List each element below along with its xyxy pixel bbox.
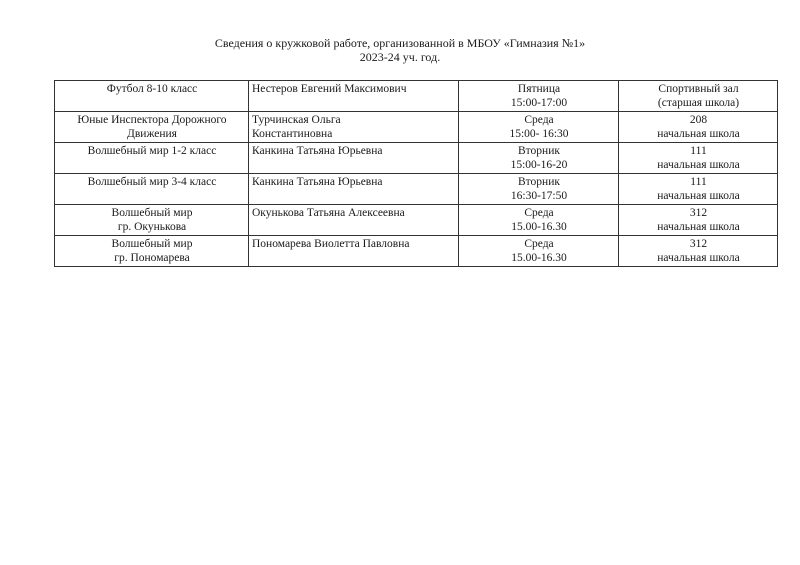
club-name-cell [55, 112, 249, 143]
club-schedule-table [54, 80, 778, 267]
room-number: 312 [689, 238, 708, 250]
weekday: Пятница [517, 83, 561, 95]
teacher-name: Окунькова Татьяна Алексеевна [252, 207, 405, 219]
table-row [55, 112, 778, 143]
club-name-cell [55, 81, 249, 112]
room-location: (старшая школа) [657, 97, 740, 109]
room-location: начальная школа [657, 190, 740, 202]
teacher-name: Канкина Татьяна Юрьевна [252, 145, 383, 157]
room-number: 208 [689, 114, 708, 126]
weekday: Вторник [518, 176, 560, 188]
document-header [0, 36, 800, 64]
teacher-cell [249, 112, 459, 143]
teacher-name: Пономарева Виолетта Павловна [252, 238, 410, 250]
table-row [55, 174, 778, 205]
schedule-cell [459, 81, 619, 112]
club-name: Футбол 8-10 класс [106, 83, 198, 95]
schedule-cell [459, 205, 619, 236]
table-row [55, 205, 778, 236]
room-name: Спортивный зал [658, 83, 739, 95]
time-range: 15:00-17:00 [510, 97, 568, 109]
weekday: Вторник [518, 145, 560, 157]
document-subtitle: 2023-24 уч. год. [359, 50, 441, 64]
room-cell [619, 81, 778, 112]
teacher-cell [249, 174, 459, 205]
time-range: 16:30-17:50 [510, 190, 568, 202]
schedule-cell [459, 143, 619, 174]
club-name: Волшебный мир [111, 238, 193, 250]
room-number: 312 [689, 207, 708, 219]
table-row [55, 143, 778, 174]
room-location: начальная школа [657, 159, 740, 171]
room-location: начальная школа [657, 128, 740, 140]
teacher-name: Канкина Татьяна Юрьевна [252, 176, 383, 188]
club-name-cell [55, 236, 249, 267]
weekday: Среда [524, 238, 554, 250]
club-name: Юные Инспектора Дорожного [77, 114, 227, 126]
room-location: начальная школа [657, 252, 740, 264]
schedule-cell [459, 236, 619, 267]
teacher-cell [249, 236, 459, 267]
table-row [55, 236, 778, 267]
club-name: Волшебный мир 3-4 класс [87, 176, 217, 188]
room-cell [619, 236, 778, 267]
club-name-continued: Движения [127, 128, 177, 140]
teacher-name: Нестеров Евгений Максимович [252, 83, 407, 95]
room-location: начальная школа [657, 221, 740, 233]
teacher-name: Турчинская Ольга [252, 114, 341, 126]
teacher-cell [249, 143, 459, 174]
schedule-cell [459, 112, 619, 143]
club-group: гр. Окунькова [117, 221, 187, 233]
time-range: 15:00-16-20 [510, 159, 568, 171]
club-name-cell [55, 143, 249, 174]
time-range: 15.00-16.30 [511, 221, 567, 233]
club-name-cell [55, 205, 249, 236]
room-number: 111 [690, 145, 707, 157]
teacher-cell [249, 81, 459, 112]
time-range: 15.00-16.30 [511, 252, 567, 264]
club-group: гр. Пономарева [114, 252, 190, 264]
room-cell [619, 205, 778, 236]
club-name: Волшебный мир [111, 207, 193, 219]
room-number: 111 [690, 176, 707, 188]
teacher-cell [249, 205, 459, 236]
room-cell [619, 143, 778, 174]
room-cell [619, 112, 778, 143]
table-row [55, 81, 778, 112]
time-range: 15:00- 16:30 [509, 128, 569, 140]
document-title: Сведения о кружковой работе, организованной в МБОУ «Гимназия №1» [214, 36, 586, 50]
schedule-cell [459, 174, 619, 205]
room-cell [619, 174, 778, 205]
weekday: Среда [524, 114, 554, 126]
club-name: Волшебный мир 1-2 класс [87, 145, 217, 157]
teacher-name-continued: Константиновна [252, 128, 333, 140]
weekday: Среда [524, 207, 554, 219]
club-name-cell [55, 174, 249, 205]
